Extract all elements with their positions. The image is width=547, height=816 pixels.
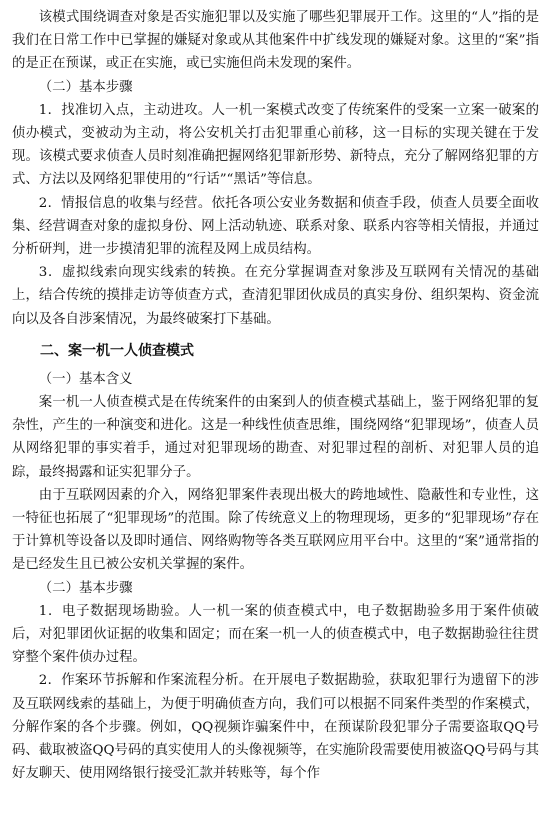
paragraph-step-b2: 2．作案环节拆解和作案流程分析。在开展电子数据勘验，获取犯罪行为遗留下的涉及互联网线索的基础上，为便于明确侦查方向，我们可以根据不同案件类型的作案模式，分解作案的各个步骤。例如，QQ视频诈骗案件中，在预谋阶段犯罪分子需要盗取QQ号码、截取被盗QQ号码的真实使用人的头像视频等，在实施阶段需要使用被盗QQ号码与其好友聊天、使用网络银行接受汇款并转账等，每个作 [12, 673, 539, 782]
paragraph-intro: 该模式围绕调查对象是否实施犯罪以及实施了哪些犯罪展开工作。这里的“人”指的是我们在日常工作中已掌握的嫌疑对象或从其他案件中扩线发现的嫌疑对象。这里的“案”指的是正在预谋，或正在实施，或已实施但尚未发现的案件。 [12, 10, 539, 72]
paragraph-meaning-2: 由于互联网因素的介入，网络犯罪案件表现出极大的跨地域性、隐蔽性和专业性，这一特征也拓展了“犯罪现场”的范围。除了传统意义上的物理现场，更多的“犯罪现场”存在于计算机等设备以及即时通信、网络购物等各类互联网应用平台中。这里的“案”通常指的是已经发生且已被公安机关掌握的案件。 [12, 487, 539, 573]
subheading-basic-steps-1: （二）基本步骤 [38, 79, 133, 95]
section-heading-2: 二、案一机一人侦查模式 [40, 342, 194, 359]
paragraph-step-2: 2．情报信息的收集与经营。依托各项公安业务数据和侦查手段，侦查人员要全面收集、经营调查对象的虚拟身份、网上活动轨迹、联系对象、联系内容等相关情报，并通过分析研判，进一步摸清犯罪的流程及网上成员结构。 [12, 195, 539, 258]
paragraph-step-3: 3．虚拟线索向现实线索的转换。在充分掌握调查对象涉及互联网有关情况的基础上，结合传统的摸排走访等侦查方式，查清犯罪团伙成员的真实身份、组织架构、资金流向以及各自涉案情况，为最终破案打下基础。 [12, 265, 539, 327]
paragraph-meaning-1: 案一机一人侦查模式是在传统案件的由案到人的侦查模式基础上，鉴于网络犯罪的复杂性，产生的一种演变和进化。这是一种线性侦查思维，围绕网络“犯罪现场”，侦查人员从网络犯罪的事实着手，通过对犯罪现场的勘查、对犯罪过程的剖析、对犯罪人员的追踪，最终揭露和证实犯罪分子。 [12, 395, 539, 480]
subheading-basic-steps-2: （二）基本步骤 [38, 580, 133, 596]
paragraph-step-1: 1．找准切入点，主动进攻。人一机一案模式改变了传统案件的受案一立案一破案的侦办模式，变被动为主动，将公安机关打击犯罪重心前移，这一目标的实现关键在于发现。该模式要求侦查人员时刻准确把握网络犯罪新形势、新特点，充分了解网络犯罪的方式、方法以及网络犯罪使用的“行话”“黑话”等信息。 [12, 102, 539, 188]
subheading-basic-meaning: （一）基本含义 [38, 371, 133, 387]
paragraph-step-b1: 1．电子数据现场勘验。人一机一案的侦查模式中，电子数据勘验多用于案件侦破后，对犯罪团伙证据的收集和固定；而在案一机一人的侦查模式中，电子数据勘验往往贯穿整个案件侦办过程。 [12, 603, 539, 666]
